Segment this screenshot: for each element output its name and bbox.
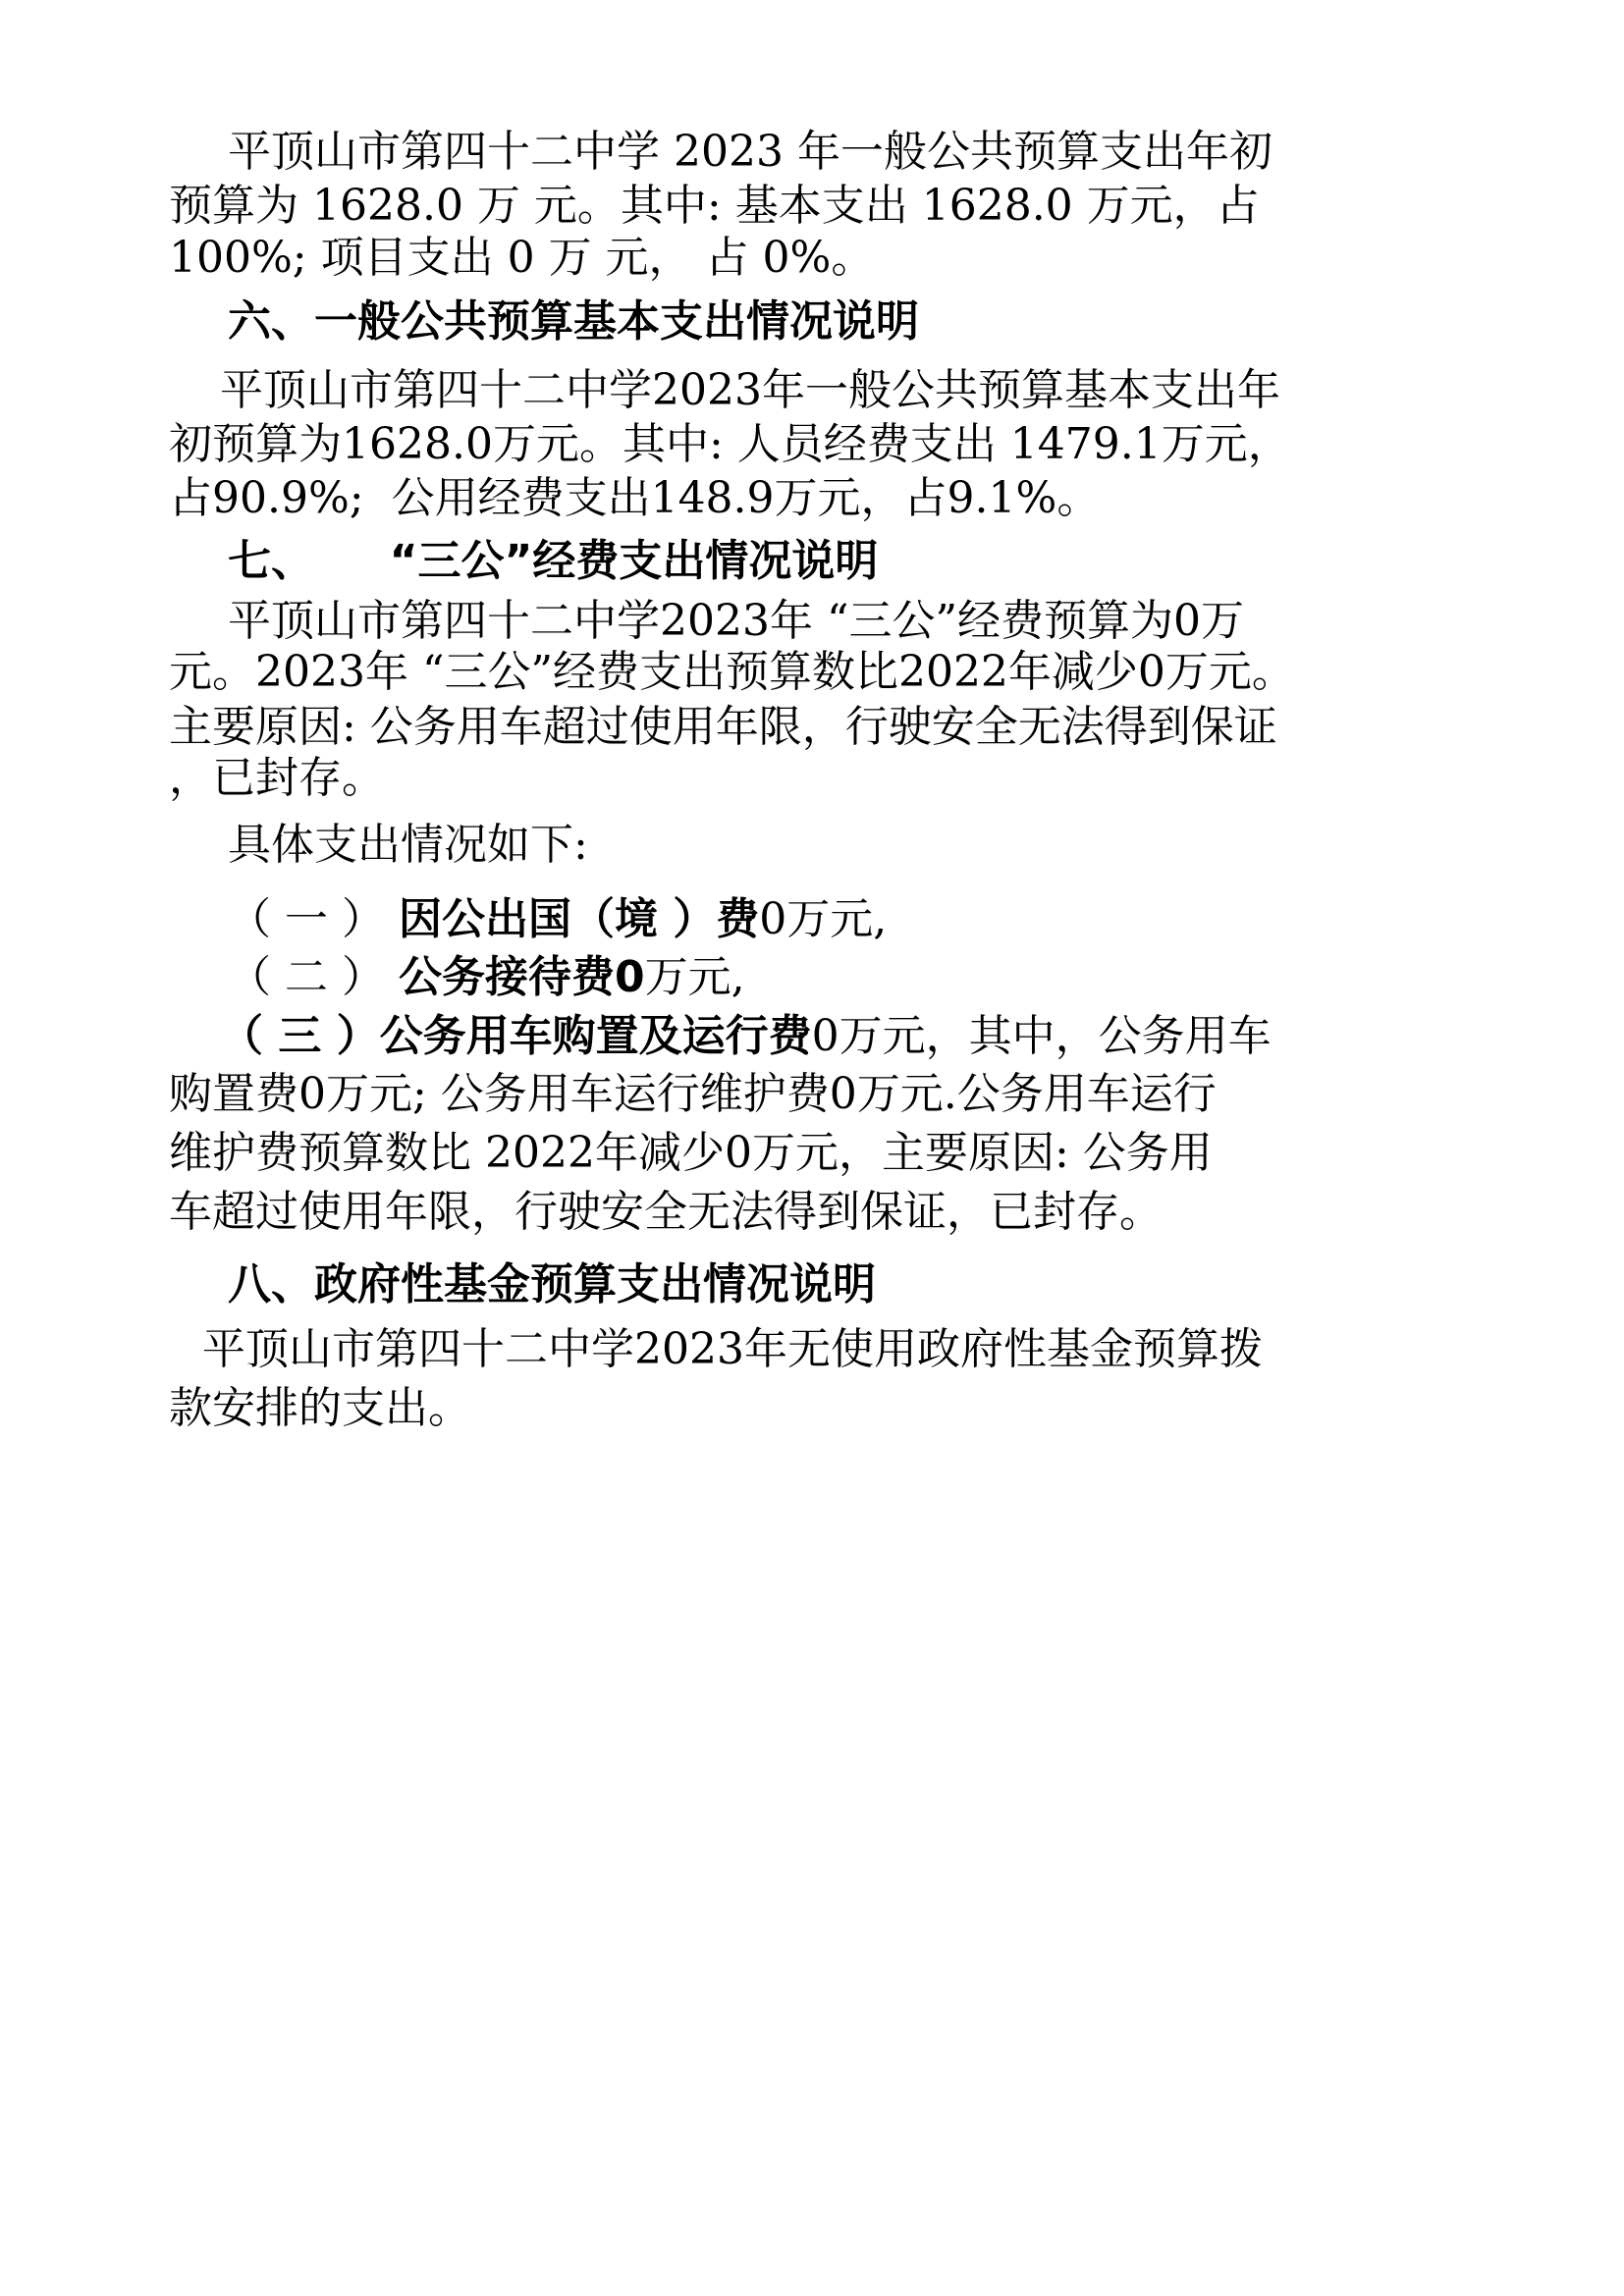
item-prefix: （ 二 ） xyxy=(228,952,399,1002)
item-prefix: （ 一 ） xyxy=(228,894,399,944)
paragraph-line: 元。2023年 “三公”经费支出预算数比2022年减少0万元。 xyxy=(169,647,1295,697)
paragraph-line: 购置费0万元; 公务用车运行维护费0万元.公务用车运行 xyxy=(169,1069,1217,1119)
paragraph-line: 主要原因: 公务用车超过使用年限，行驶安全无法得到保证 xyxy=(169,702,1277,752)
section-heading-7: 七、 “三公”经费支出情况说明 xyxy=(228,536,879,586)
item-value: 万元, xyxy=(644,952,745,1002)
section-heading-6: 六、一般公共预算基本支出情况说明 xyxy=(228,296,919,347)
paragraph-line: 平顶山市第四十二中学 2023 年一般公共预算支出年初 xyxy=(228,127,1272,177)
paragraph-line: ，已封存。 xyxy=(169,753,385,803)
item-title: （ 三 ）公务用车购置及运行费 xyxy=(220,1011,812,1061)
paragraph-line: 占90.9%; 公用经费支出148.9万元，占9.1%。 xyxy=(169,473,1101,523)
section-heading-8: 八、政府性基金预算支出情况说明 xyxy=(228,1259,876,1309)
expense-item-2 xyxy=(228,948,745,1007)
item-title: 因公出国（境 ）费 xyxy=(398,894,760,944)
paragraph-line: 车超过使用年限，行驶安全无法得到保证，已封存。 xyxy=(169,1187,1163,1237)
paragraph-line: 平顶山市第四十二中学2023年 “三公”经费预算为0万 xyxy=(228,596,1244,646)
item-value: 0万元, xyxy=(759,894,888,944)
paragraph-line: 预算为 1628.0 万 元。其中: 基本支出 1628.0 万元，占 xyxy=(169,181,1260,231)
detail-intro: 具体支出情况如下: xyxy=(228,820,588,870)
expense-item-1 xyxy=(228,890,887,949)
paragraph-line: 维护费预算数比 2022年减少0万元，主要原因: 公务用 xyxy=(169,1128,1213,1178)
expense-item-3 xyxy=(220,1007,1272,1066)
paragraph-line: 100%; 项目支出 0 万 元， 占 0%。 xyxy=(169,233,875,283)
paragraph-line: 平顶山市第四十二中学2023年无使用政府性基金预算拨 xyxy=(202,1324,1263,1374)
paragraph-line: 平顶山市第四十二中学2023年一般公共预算基本支出年 xyxy=(220,365,1280,415)
paragraph-line: 款安排的支出。 xyxy=(169,1383,471,1433)
paragraph-line: 初预算为1628.0万元。其中: 人员经费支出 1479.1万元， xyxy=(169,419,1291,469)
item-value: 0万元，其中，公务用车 xyxy=(811,1011,1272,1061)
item-title: 公务接待费0 xyxy=(398,952,645,1002)
